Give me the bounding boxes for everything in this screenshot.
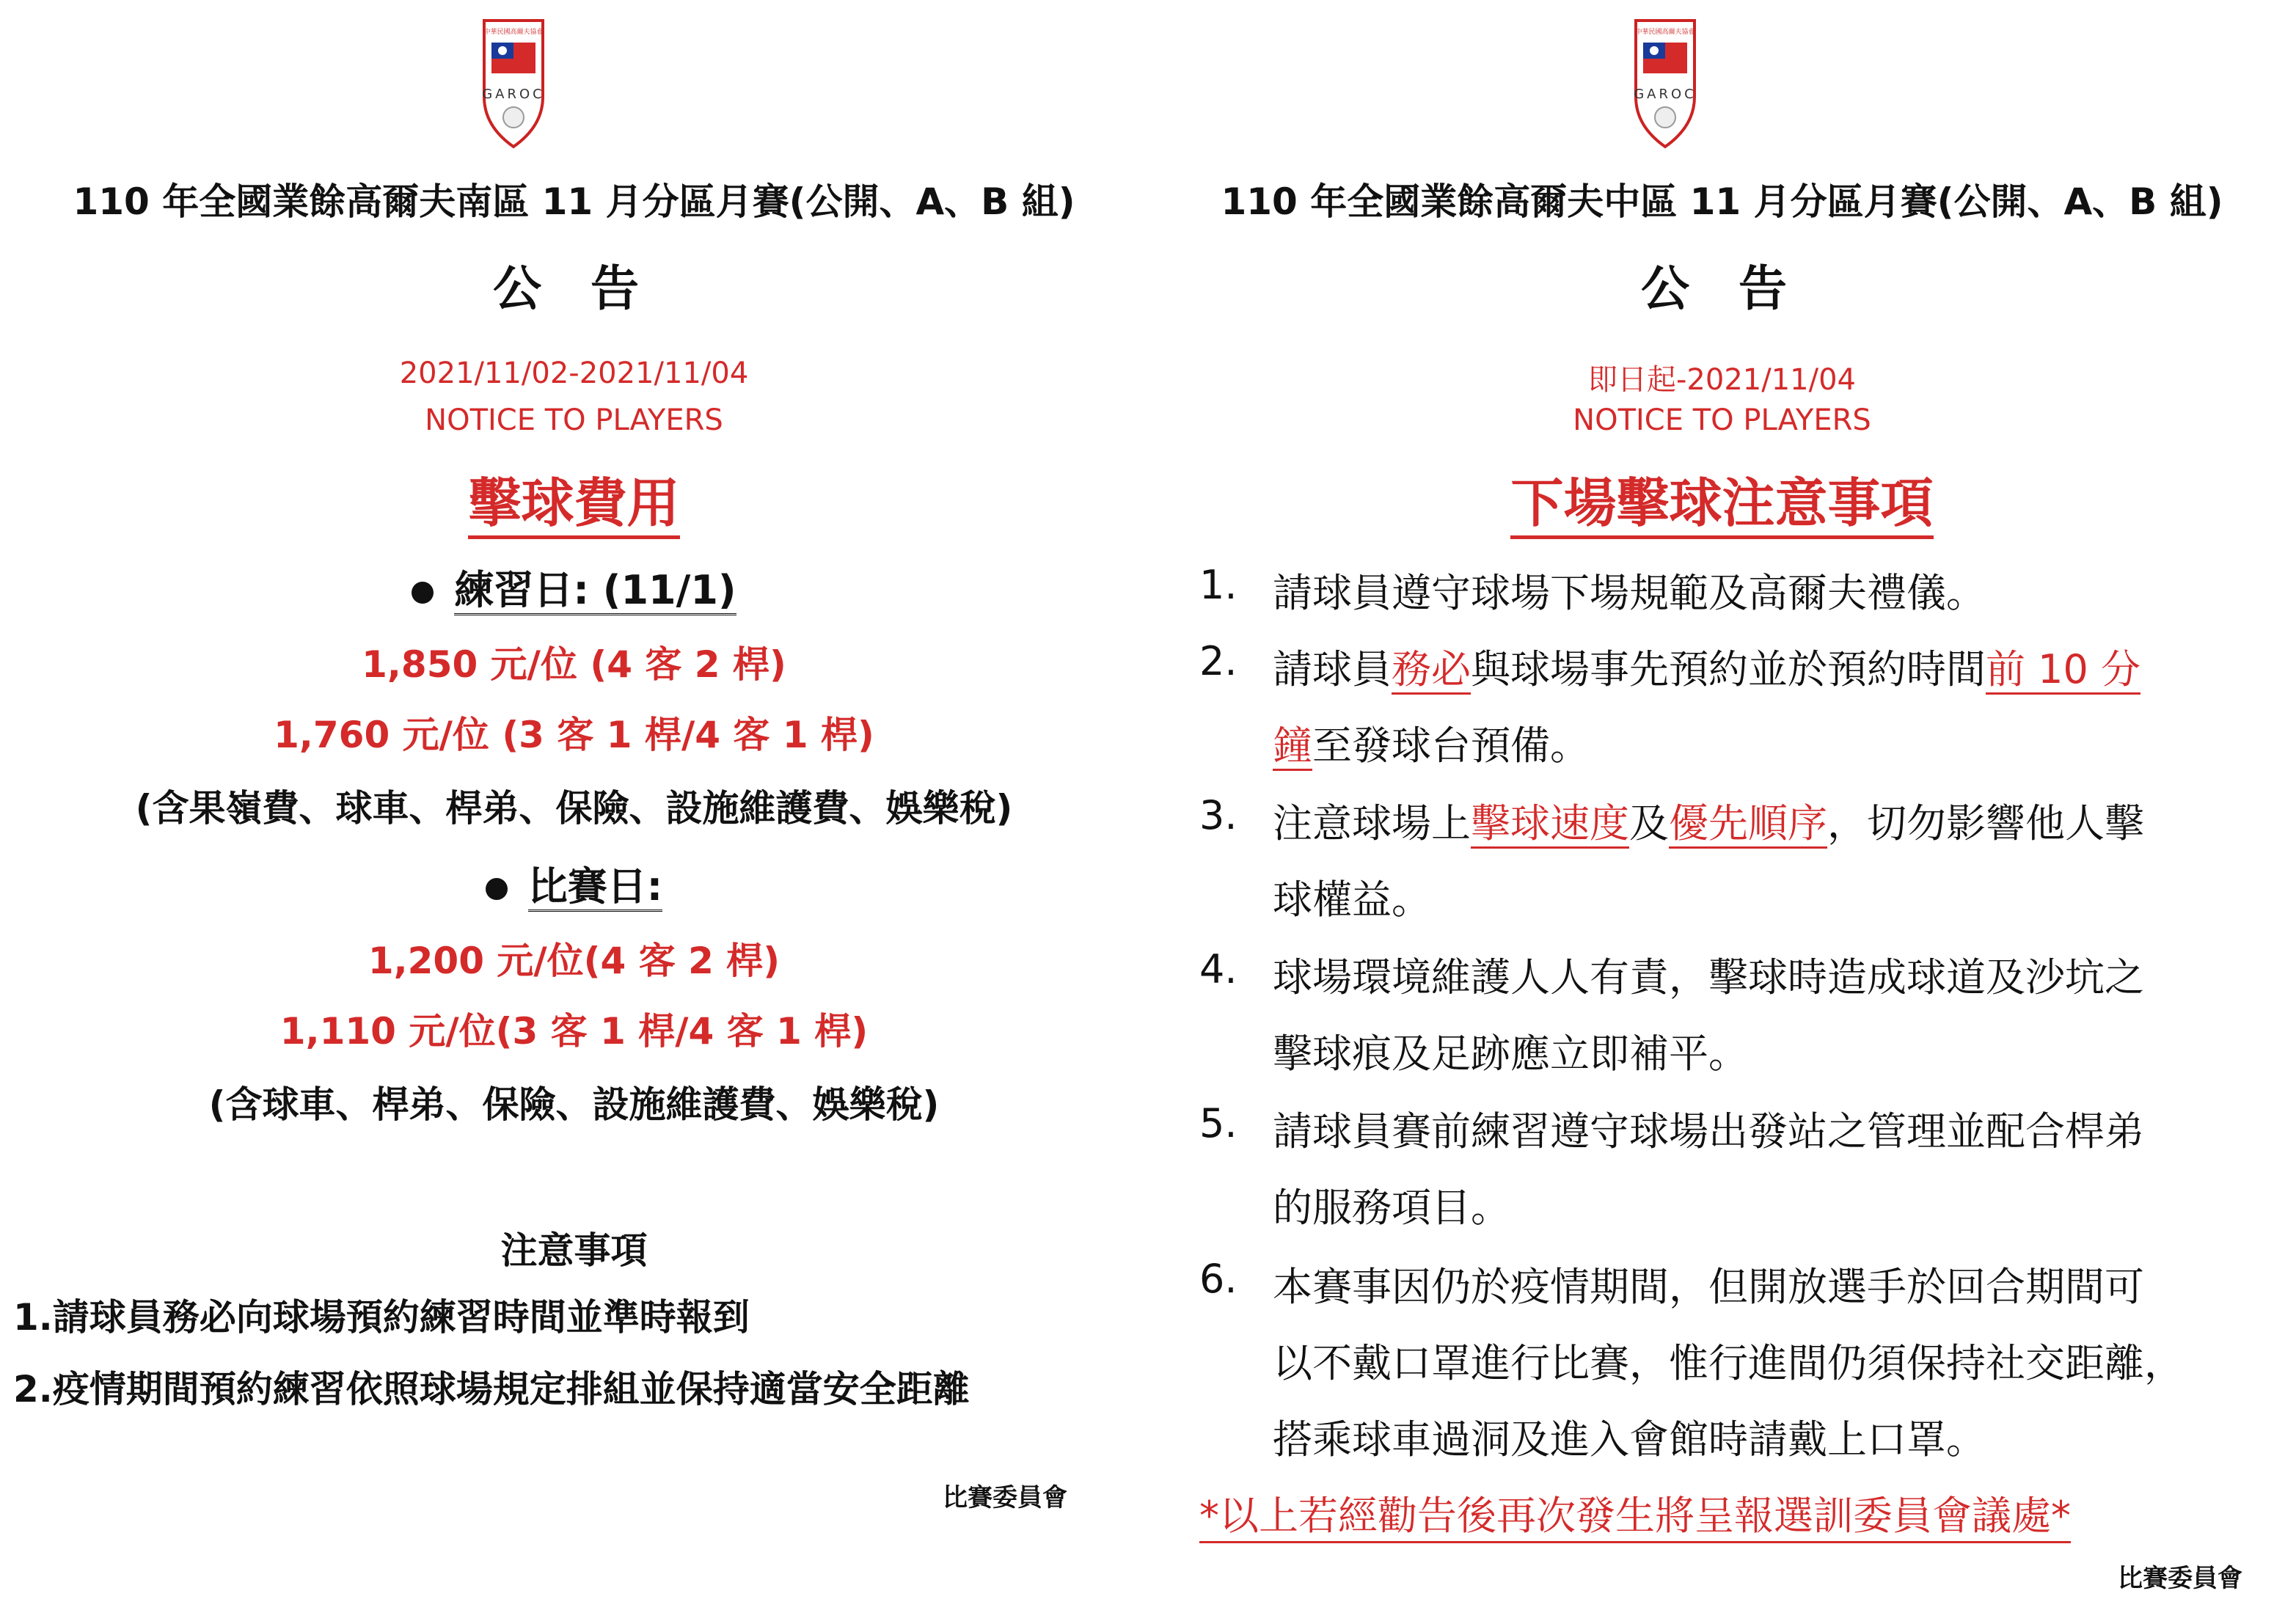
match-day-label: 比賽日: [0, 855, 1148, 912]
practice-includes: (含果嶺費、球車、桿弟、保險、設施維護費、娛樂稅) [135, 787, 1013, 830]
bullet-icon [486, 878, 508, 900]
page-title: 110 年全國業餘高爾夫中區 11 月分區月賽(公開、A、B 組) [1221, 180, 2223, 223]
committee-signature: 比賽委員會 [2118, 1564, 2242, 1593]
match-fee-2: 1,110 元/位(3 客 1 桿/4 客 1 桿) [279, 1010, 869, 1053]
section-heading: 下場擊球注意事項 [1148, 461, 2296, 537]
match-includes: (含球車、桿弟、保險、設施維護費、娛樂稅) [208, 1083, 940, 1126]
date-range: 即日起-2021/11/04 [1588, 363, 1856, 397]
svg-text:中華民國高爾夫協會: 中華民國高爾夫協會 [1635, 29, 1695, 36]
bullet-icon [412, 582, 434, 604]
committee-signature: 比賽委員會 [943, 1483, 1067, 1512]
svg-text:中華民國高爾夫協會: 中華民國高爾夫協會 [483, 29, 544, 36]
date-range: 2021/11/02-2021/11/04 [399, 356, 749, 390]
announcement-label: 公 告 [1641, 260, 1803, 317]
svg-text:GAROC: GAROC [482, 87, 545, 102]
announcement-label: 公 告 [493, 260, 655, 317]
match-fee-1: 1,200 元/位(4 客 2 桿) [368, 940, 780, 982]
warning-note: *以上若經勸告後再次發生將呈報選訓委員會議處* [1199, 1485, 2071, 1543]
notice-to-players: NOTICE TO PLAYERS [425, 403, 723, 437]
practice-fee-2: 1,760 元/位 (3 客 1 桿/4 客 1 桿) [274, 714, 874, 756]
right-notice-page: 中華民國高爾夫協會 GAROC 110 年全國業餘高爾夫中區 11 月分區月賽(公開、A、B 組) 公 告 即日起-2021/11/04 NOTICE TO PLAYERS 下場擊球注意事項 1. 請球員遵守球場下場規範及高爾夫禮儀。 2. 請球員務必與球場事先預約並於預約時間前 10 分 鐘至發球台預備。 3. 注意球場上擊球速度及優先順序，切勿影響他人擊 球權益。 4. 球場環境維護人人有責，擊球時造成球道及沙坑之 擊球痕及足跡應立即補平。 5. 請球員賽前練習遵守球場出發站之管理並配合桿弟 的服務項目。 6. 本賽事因仍於疫情期間，但開放選手於回合期間可 以不戴口罩進行比賽，惟行進間仍須保持社交距離， 搭乘球車過洞及進入會館時請戴上口罩。 *以上若經勸告後再次發生將呈報選訓委員會議處* 比賽委員會 [1148, 0, 2296, 1599]
garoc-emblem-icon [478, 16, 549, 151]
practice-day-label: 練習日: (11/1) [0, 559, 1148, 615]
section-heading: 擊球費用 [0, 461, 1148, 537]
page-title: 110 年全國業餘高爾夫南區 11 月分區月賽(公開、A、B 組) [73, 180, 1075, 223]
notice-to-players: NOTICE TO PLAYERS [1573, 403, 1871, 437]
garoc-emblem-icon [1630, 16, 1700, 151]
note-item: 1.請球員務必向球場預約練習時間並準時報到 [13, 1296, 750, 1339]
practice-fee-1: 1,850 元/位 (4 客 2 桿) [362, 643, 786, 686]
notes-title: 注意事項 [500, 1229, 648, 1272]
svg-text:GAROC: GAROC [1634, 87, 1697, 102]
note-item: 2.疫情期間預約練習依照球場規定排組並保持適當安全距離 [13, 1368, 970, 1410]
